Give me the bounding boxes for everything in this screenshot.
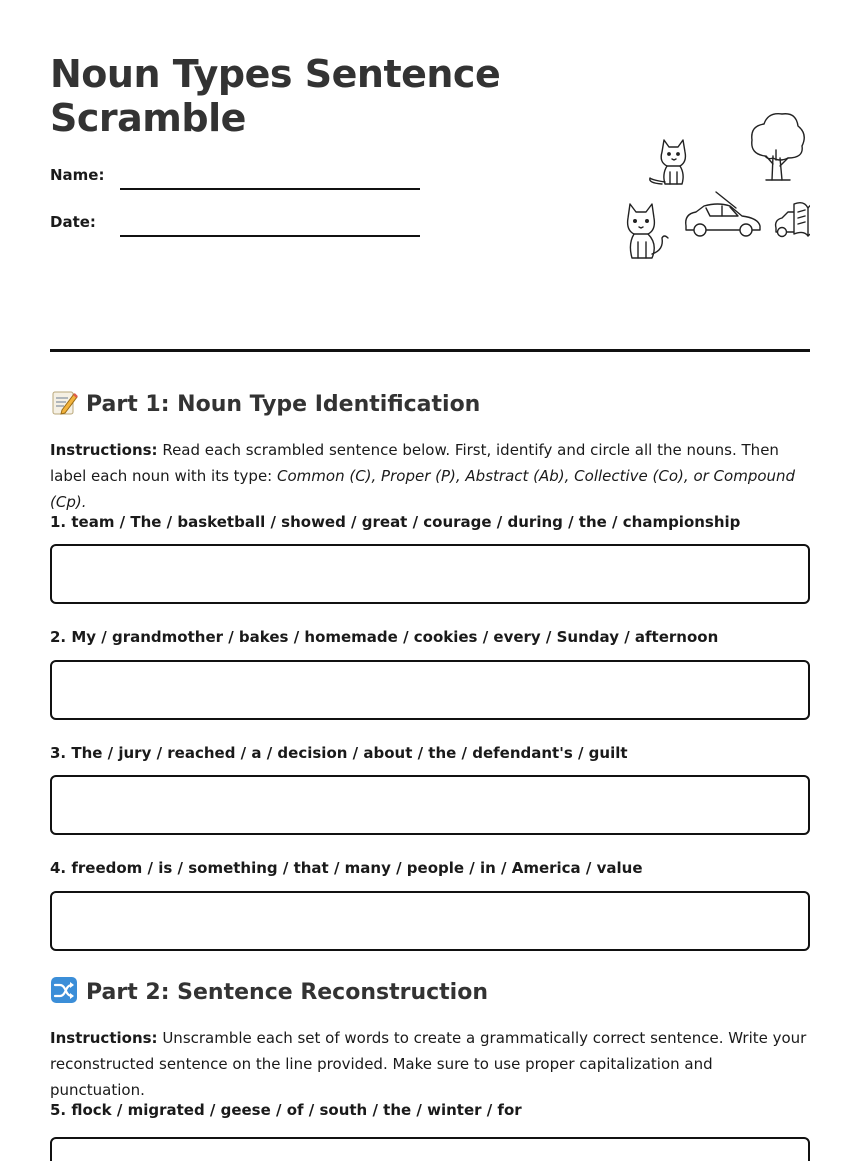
- question-3-answer-box[interactable]: [50, 775, 810, 835]
- page-title: Noun Types Sentence Scramble: [50, 52, 501, 140]
- part2-instructions: [50, 1025, 810, 1103]
- cat-large-icon: [628, 204, 668, 258]
- part1-instructions-text: Read each scrambled sentence below. First, identify and circle all the nouns. Then label each noun with its type:: [50, 441, 779, 485]
- date-line[interactable]: [120, 235, 420, 237]
- car-icon: [686, 192, 760, 236]
- name-field[interactable]: [50, 164, 420, 190]
- header-divider: [50, 349, 810, 352]
- cat-small-icon: [650, 140, 686, 184]
- question-1-answer-box[interactable]: [50, 544, 810, 604]
- question-5-answer-box[interactable]: [50, 1137, 810, 1161]
- part1-instructions: [50, 437, 810, 515]
- part1-title-text: Part 1: Noun Type Identification: [86, 392, 481, 417]
- tree-icon: [752, 114, 805, 180]
- worksheet-page: [50, 0, 810, 1161]
- part2-instructions-label: Instructions:: [50, 1029, 158, 1047]
- part1-instructions-label: Instructions:: [50, 441, 158, 459]
- question-4-answer-box[interactable]: [50, 891, 810, 951]
- question-2-label: 2. My / grandmother / bakes / homemade / cookies / every / Sunday / afternoon: [50, 628, 719, 646]
- part2-title-text: Part 2: Sentence Reconstruction: [86, 980, 488, 1005]
- name-label: Name:: [50, 166, 105, 184]
- question-2-answer-box[interactable]: [50, 660, 810, 720]
- shuffle-icon: [50, 976, 78, 1004]
- date-field[interactable]: [50, 211, 420, 237]
- part1-noun-types: Common (C), Proper (P), Abstract (Ab), Collective (Co), or Compound (Cp).: [50, 467, 796, 511]
- question-4-label: 4. freedom / is / something / that / many / people / in / America / value: [50, 859, 643, 877]
- car-book-icon: [776, 203, 810, 237]
- part2-title: [50, 976, 488, 1008]
- part2-instructions-text: Unscramble each set of words to create a grammatically correct sentence. Write your reconstructed sentence on the line provided. Make sure to use proper capitalization and punctuation.: [50, 1029, 807, 1099]
- noun-illustration: [570, 100, 810, 270]
- name-line[interactable]: [120, 188, 420, 190]
- part1-title: [50, 388, 480, 420]
- date-label: Date:: [50, 213, 96, 231]
- memo-icon: [50, 388, 78, 416]
- question-1-label: 1. team / The / basketball / showed / great / courage / during / the / championship: [50, 513, 741, 531]
- question-3-label: 3. The / jury / reached / a / decision / about / the / defendant's / guilt: [50, 744, 628, 762]
- question-5-label: 5. flock / migrated / geese / of / south / the / winter / for: [50, 1101, 522, 1119]
